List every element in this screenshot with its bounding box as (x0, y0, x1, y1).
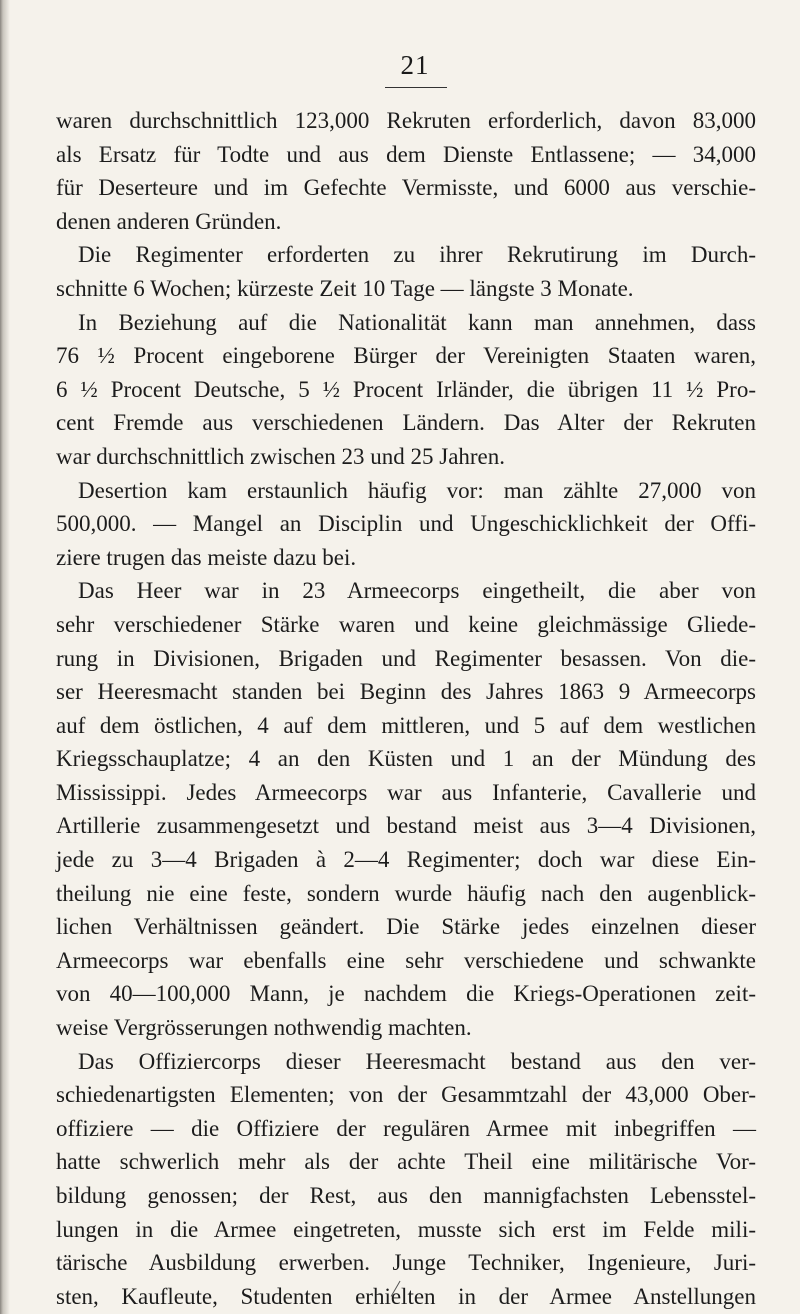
text-line: 76 ½ Procent eingeborene Bürger der Vereinigten Staaten waren, (56, 343, 756, 369)
page-number: 21 (400, 50, 430, 80)
text-line: hatte schwerlich mehr als der achte Theil eine militärische Vor- (56, 1149, 756, 1175)
text-line: Das Heer war in 23 Armeecorps eingetheilt, die aber von (78, 578, 756, 604)
text-line: schnitte 6 Wochen; kürzeste Zeit 10 Tage — längste 3 Monate. (56, 275, 634, 301)
text-line: waren durchschnittlich 123,000 Rekruten erforderlich, davon 83,000 (56, 108, 756, 133)
text-line: jede zu 3—4 Brigaden à 2—4 Regimenter; doch war diese Ein- (56, 847, 756, 873)
text-line: In Beziehung auf die Nationalität kann man annehmen, dass (78, 309, 756, 335)
text-line: 500,000. — Mangel an Disciplin und Ungeschicklichkeit der Offi- (56, 511, 756, 537)
text-line: lungen in die Armee eingetreten, musste sich erst im Felde mili- (56, 1216, 756, 1242)
page-number-underline (385, 87, 447, 88)
text-line: Armeecorps war ebenfalls eine sehr verschiedene und schwankte (56, 947, 756, 973)
text-line: denen anderen Gründen. (56, 208, 282, 234)
text-line: ser Heeresmacht standen bei Beginn des Jahres 1863 9 Armeecorps (56, 679, 756, 705)
text-line: von 40—100,000 Mann, je nachdem die Kriegs-Operationen zeit- (56, 981, 756, 1007)
text-line: auf dem östlichen, 4 auf dem mittleren, und 5 auf dem westlichen (56, 712, 756, 738)
text-line: war durchschnittlich zwischen 23 und 25 Jahren. (56, 443, 506, 469)
text-line: rung in Divisionen, Brigaden und Regimenter besassen. Von die- (56, 645, 756, 671)
text-line: tärische Ausbildung erwerben. Junge Techniker, Ingenieure, Juri- (56, 1250, 756, 1276)
text-line: cent Fremde aus verschiedenen Ländern. Das Alter der Rekruten (56, 410, 756, 436)
text-line: als Ersatz für Todte und aus dem Dienste Entlassene; — 34,000 (56, 141, 756, 167)
page-gutter-shadow (0, 0, 10, 1314)
text-line: sehr verschiedener Stärke waren und keine gleichmässige Gliede- (56, 611, 756, 637)
text-line: Kriegsschauplatze; 4 an den Küsten und 1 an der Mündung des (56, 746, 756, 772)
body-text (56, 104, 756, 1313)
text-line: schiedenartigsten Elementen; von der Gesammtzahl der 43,000 Ober- (56, 1082, 756, 1108)
text-line: Artillerie zusammengesetzt und bestand meist aus 3—4 Divisionen, (56, 813, 756, 839)
text-line: weise Vergrösserungen nothwendig machten. (56, 1015, 472, 1041)
text-line: 6 ½ Procent Deutsche, 5 ½ Procent Irländer, die übrigen 11 ½ Pro- (56, 376, 756, 402)
text-line: Mississippi. Jedes Armeecorps war aus Infanterie, Cavallerie und (56, 779, 756, 805)
text-line: bildung genossen; der Rest, aus den mannigfachsten Lebensstel- (56, 1183, 756, 1208)
text-line: sten, Kaufleute, Studenten erhielten in der Armee Anstellungen (56, 1283, 756, 1309)
text-line: offiziere — die Offiziere der regulären Armee mit inbegriffen — (56, 1115, 756, 1141)
text-line: lichen Verhältnissen geändert. Die Stärke jedes einzelnen dieser (56, 914, 756, 940)
text-line: Das Offiziercorps dieser Heeresmacht bestand aus den ver- (78, 1048, 756, 1074)
text-line: Die Regimenter erforderten zu ihrer Rekrutirung im Durch- (78, 242, 756, 268)
text-line: ziere trugen das meiste dazu bei. (56, 544, 357, 570)
text-line: Desertion kam erstaunlich häufig vor: man zählte 27,000 von (78, 477, 756, 503)
text-line: theilung nie eine feste, sondern wurde häufig nach den augenblick- (56, 880, 756, 906)
text-line: für Deserteure und im Gefechte Vermisste, und 6000 aus verschie- (56, 175, 756, 201)
